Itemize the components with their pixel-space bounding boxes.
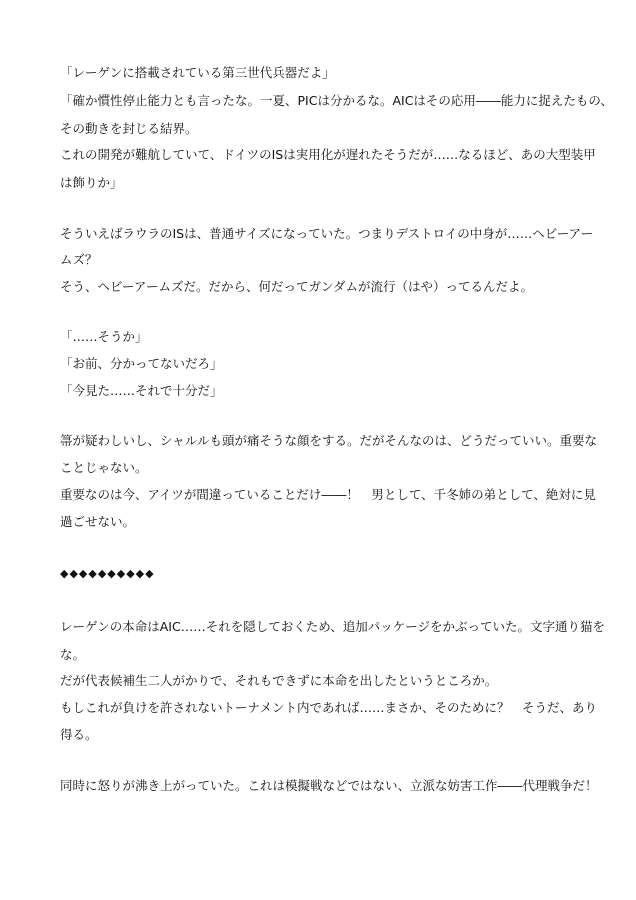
text-line: 得る。 [60, 727, 98, 742]
text-line: 同時に怒りが沸き上がっていた。これは模擬戦などではない、立派な妨害工作――代理戦争だ！ [60, 778, 598, 793]
text-line: な。 [60, 647, 86, 662]
text-line: 「確か慣性停止能力とも言ったな。一夏、PICは分かるな。AICはその応用――能力に捉えたもの、 [60, 93, 613, 108]
text-line: もしこれが負けを許されないトーナメント内であれば……まさか、そのために？ そうだ、あり [60, 700, 598, 715]
scene-break-divider: ◆◆◆◆◆◆◆◆◆◆ [60, 567, 155, 580]
text-line: 過ごせない。 [60, 514, 136, 529]
dialogue-line: 「お前、分かってないだろ」 [60, 356, 223, 371]
text-line: そういえばラウラのISは、普通サイズになっていた。つまりデストロイの中身が……ヘビーアー [60, 226, 594, 241]
text-line: そう、ヘビーアームズだ。だから、何だってガンダムが流行（はや）ってるんだよ。 [60, 279, 534, 294]
text-line: その動きを封じる結界。 [60, 121, 198, 136]
text-line: は飾りか」 [60, 175, 123, 190]
text-line: 箒が疑わしいし、シャルルも頭が痛そうな顔をする。だがそんなのは、どうだっていい。重要な [60, 433, 597, 448]
text-line: 「レーゲンに搭載されている第三世代兵器だよ」 [60, 65, 335, 80]
text-line: これの開発が難航していて、ドイツのISは実用化が遅れたそうだが……なるほど、あの大型装甲 [60, 147, 596, 162]
text-line: レーゲンの本命はAIC……それを隠しておくため、追加パッケージをかぶっていた。文字通り猫を [60, 619, 605, 634]
text-line: ことじゃない。 [60, 460, 148, 475]
dialogue-line: 「今見た……それで十分だ」 [60, 383, 223, 398]
text-line: だが代表候補生二人がかりで、それもできずに本命を出したというところか。 [60, 673, 498, 688]
text-line: 重要なのは今、アイツが間違っていることだけ――！ 男として、千冬姉の弟として、絶対に見 [60, 487, 596, 502]
dialogue-line: 「……そうか」 [60, 329, 148, 344]
text-line: ムズ？ [60, 252, 98, 267]
